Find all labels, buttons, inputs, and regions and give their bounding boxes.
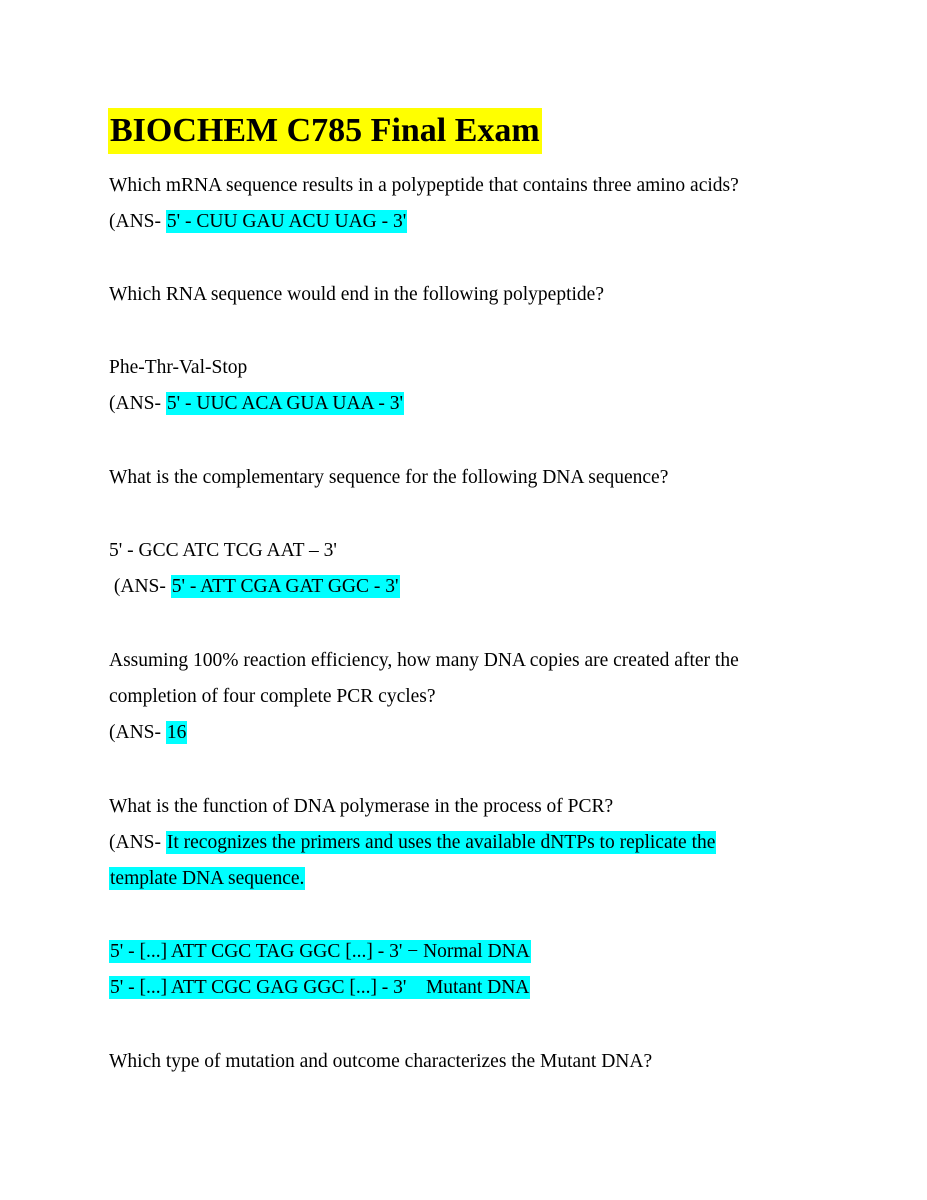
answer-prefix: (ANS- — [109, 576, 171, 597]
question-3-detail: 5' - GCC ATC TCG AAT – 3' — [109, 540, 337, 561]
question-4-line-2: completion of four complete PCR cycles? — [109, 686, 436, 707]
question-2-detail: Phe-Thr-Val-Stop — [109, 357, 248, 378]
question-1: Which mRNA sequence results in a polypeptide that contains three amino acids? — [109, 175, 739, 196]
document-title: BIOCHEM C785 Final Exam — [108, 108, 542, 154]
answer-4-highlight: 16 — [166, 722, 187, 743]
answer-5-highlight-2: template DNA sequence. — [110, 868, 305, 889]
normal-dna-highlight: 5' - [...] ATT CGC TAG GGC [...] - 3' − Normal DNA — [110, 941, 530, 962]
answer-2-line — [109, 392, 404, 416]
question-4-line-1: Assuming 100% reaction efficiency, how many DNA copies are created after the — [109, 650, 739, 671]
answer-5-line-1 — [109, 831, 716, 855]
question-2: Which RNA sequence would end in the following polypeptide? — [109, 284, 604, 305]
answer-prefix: (ANS- — [109, 832, 166, 853]
answer-1-highlight: 5' - CUU GAU ACU UAG - 3' — [166, 211, 407, 232]
answer-prefix: (ANS- — [109, 393, 166, 414]
answer-5-line-2 — [109, 867, 305, 891]
mutant-dna-highlight: 5' - [...] ATT CGC GAG GGC [...] - 3' Mutant DNA — [110, 977, 530, 998]
answer-3-line — [109, 575, 400, 599]
answer-3-highlight: 5' - ATT CGA GAT GGC - 3' — [171, 576, 399, 597]
normal-dna-line — [109, 940, 531, 964]
answer-1-line — [109, 210, 407, 234]
answer-prefix: (ANS- — [109, 211, 166, 232]
question-3: What is the complementary sequence for the following DNA sequence? — [109, 467, 669, 488]
mutant-dna-line — [109, 976, 530, 1000]
answer-5-highlight-1: It recognizes the primers and uses the available dNTPs to replicate the — [166, 832, 716, 853]
answer-prefix: (ANS- — [109, 722, 166, 743]
question-5: What is the function of DNA polymerase in the process of PCR? — [109, 796, 614, 817]
question-6: Which type of mutation and outcome characterizes the Mutant DNA? — [109, 1051, 653, 1072]
answer-4-line — [109, 721, 187, 745]
answer-2-highlight: 5' - UUC ACA GUA UAA - 3' — [166, 393, 404, 414]
